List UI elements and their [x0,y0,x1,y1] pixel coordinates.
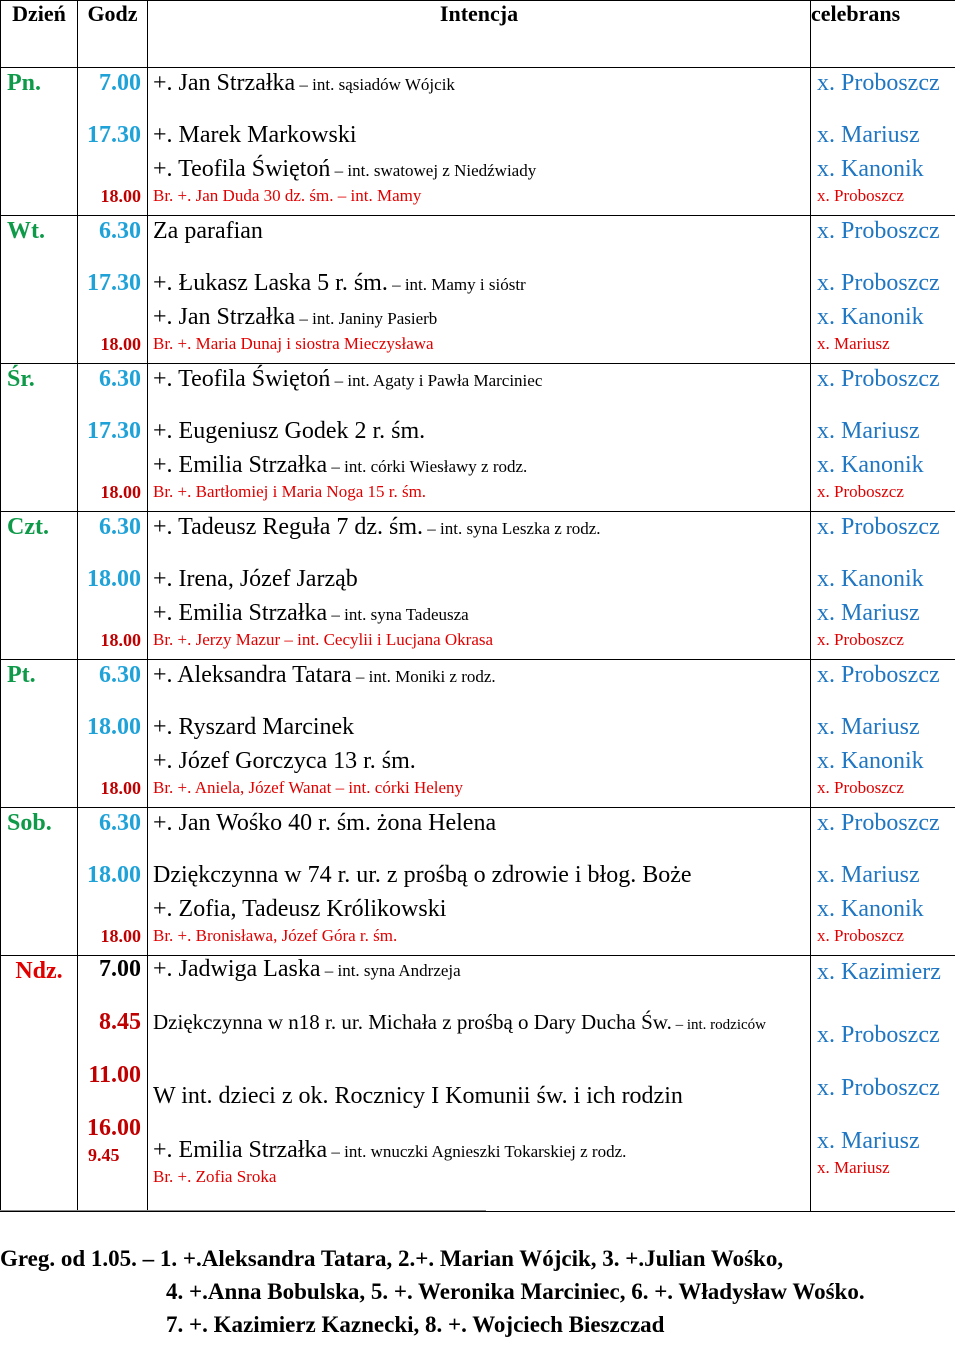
celebrant-name: x. Proboszcz [817,366,940,392]
mass-time [78,304,147,334]
day-label: Wt. [7,218,45,244]
celebrant-name: x. Kanonik [817,566,924,592]
intention-line: +. Marek Markowski [153,122,357,148]
intention-line: Za parafian [153,218,263,244]
intention-line: Br. +. Bronisława, Józef Góra r. śm. [153,926,398,945]
mass-time [78,896,147,926]
intention-line: +. Emilia Strzałka – int. syna Tadeusza [153,600,469,626]
mass-time: 18.00 [87,566,141,592]
mass-time: 6.30 [99,810,141,836]
day-cell [1,68,78,216]
day-label: Czt. [7,514,49,540]
day-cell [1,808,78,956]
mass-time: 18.00 [100,186,141,206]
intention-line: Br. +. Maria Dunaj i siostra Mieczysława [153,334,434,353]
celebrant-name: x. Proboszcz [817,778,904,797]
mass-time [78,600,147,630]
mass-time: 6.30 [99,662,141,688]
mass-time: 6.30 [99,514,141,540]
celebrant-name: x. Proboszcz [817,218,940,244]
celebrant-name: x. Proboszcz [817,70,940,96]
mass-time [78,452,147,482]
time-cell [78,364,148,512]
header-row [1,1,955,68]
day-row [1,68,955,216]
mass-time: 17.30 [87,418,141,444]
divider [0,1210,486,1211]
celebrant-cell [811,808,955,956]
day-cell [1,364,78,512]
celebrant-cell [811,68,955,216]
mass-time: 18.00 [100,926,141,946]
time-cell [78,68,148,216]
celebrant-name: x. Proboszcz [817,1022,940,1048]
celebrant-name: x. Mariusz [817,122,920,148]
mass-time: 6.30 [99,366,141,392]
celebrant-name: x. Kanonik [817,896,924,922]
celebrant-name: x. Proboszcz [817,186,904,205]
celebrant-name: x. Kazimierz [817,959,941,985]
celebrant-name: x. Kanonik [817,452,924,478]
time-cell [78,216,148,364]
celebrant-cell [811,660,955,808]
mass-time [78,748,147,778]
mass-time: 18.00 [87,862,141,888]
mass-time: 16.00 [87,1115,141,1141]
day-row [1,512,955,660]
day-cell [1,956,78,1212]
time-cell [78,808,148,956]
day-row-sunday [1,956,955,1212]
intention-cell [148,512,811,660]
day-label: Ndz. [15,958,63,984]
intention-line: +. Jan Wośko 40 r. śm. żona Helena [153,810,497,836]
intention-line: +. Łukasz Laska 5 r. śm. – int. Mamy i sióstr [153,270,526,296]
day-row [1,660,955,808]
celebrant-name: x. Mariusz [817,418,920,444]
time-cell [78,512,148,660]
mass-time: 6.30 [99,218,141,244]
celebrant-name: x. Proboszcz [817,926,904,945]
intention-line: +. Teofila Świętoń – int. Agaty i Pawła Marciniec [153,366,543,392]
day-row [1,364,955,512]
header-celebrant: celebrans [811,1,955,68]
intention-line: Dziękczynna w 74 r. ur. z prośbą o zdrowie i błog. Boże [153,862,692,888]
mass-time: 11.00 [88,1062,141,1088]
celebrant-name: x. Mariusz [817,1158,890,1177]
gregorian-masses [0,1242,955,1341]
day-cell [1,660,78,808]
day-cell [1,512,78,660]
intention-line: Br. +. Jan Duda 30 dz. śm. – int. Mamy [153,186,422,205]
header-intention: Intencja [148,1,811,68]
celebrant-name: x. Proboszcz [817,1075,940,1101]
intention-line: +. Jan Strzałka – int. sąsiadów Wójcik [153,70,455,96]
mass-time: 17.30 [87,122,141,148]
gregorian-line: Greg. od 1.05. – 1. +.Aleksandra Tatara, 2.+. Marian Wójcik, 3. +.Julian Wośko, [0,1246,784,1271]
mass-time: 18.00 [100,630,141,650]
intention-cell [148,808,811,956]
intention-line: +. Jadwiga Laska – int. syna Andrzeja [153,956,461,982]
intention-line: Br. +. Bartłomiej i Maria Noga 15 r. śm. [153,482,427,501]
celebrant-name: x. Kanonik [817,156,924,182]
mass-time [78,156,147,186]
day-row [1,216,955,364]
mass-time: 18.00 [87,714,141,740]
mass-time: 18.00 [100,482,141,502]
celebrant-name: x. Kanonik [817,304,924,330]
intention-line: +. Zofia, Tadeusz Królikowski [153,896,447,922]
intention-line: +. Teofila Świętoń – int. swatowej z Niedźwiady [153,156,537,182]
intention-line: Br. +. Zofia Sroka [153,1167,277,1186]
gregorian-line: 7. +. Kazimierz Kaznecki, 8. +. Wojciech Bieszczad [166,1312,665,1337]
celebrant-name: x. Mariusz [817,714,920,740]
celebrant-name: x. Mariusz [817,334,890,353]
gregorian-line: 4. +.Anna Bobulska, 5. +. Weronika Marciniec, 6. +. Władysław Wośko. [166,1279,865,1304]
intention-cell [148,956,811,1212]
mass-time: 18.00 [100,778,141,798]
mass-time: 18.00 [100,334,141,354]
mass-time: 17.30 [87,270,141,296]
celebrant-cell [811,364,955,512]
intention-line: W int. dzieci z ok. Rocznicy I Komunii św. i ich rodzin [153,1083,683,1109]
day-label: Śr. [7,366,35,392]
day-label: Sob. [7,810,52,836]
intention-cell [148,364,811,512]
intention-line: +. Tadeusz Reguła 7 dz. śm. – int. syna Leszka z rodz. [153,514,601,540]
intention-line: +. Irena, Józef Jarząb [153,566,358,592]
mass-time: 9.45 [88,1145,120,1165]
intention-cell [148,660,811,808]
intention-line: +. Aleksandra Tatara – int. Moniki z rodz. [153,662,496,688]
intention-line: +. Jan Strzałka – int. Janiny Pasierb [153,304,438,330]
header-time: Godz [78,1,148,68]
celebrant-name: x. Proboszcz [817,630,904,649]
intention-line: Dziękczynna w n18 r. ur. Michała z prośbą o Dary Ducha Św. – int. rodziców [153,1010,766,1034]
day-row [1,808,955,956]
intention-line: +. Józef Gorczyca 13 r. śm. [153,748,416,774]
mass-time: 7.00 [99,70,141,96]
intention-line: Br. +. Jerzy Mazur – int. Cecylii i Lucjana Okrasa [153,630,494,649]
celebrant-name: x. Mariusz [817,1128,920,1154]
intention-line: Br. +. Aniela, Józef Wanat – int. córki Heleny [153,778,464,797]
intention-cell [148,68,811,216]
intention-line: +. Eugeniusz Godek 2 r. śm. [153,418,426,444]
celebrant-name: x. Kanonik [817,748,924,774]
day-cell [1,216,78,364]
celebrant-name: x. Mariusz [817,600,920,626]
mass-time: 8.45 [99,1009,141,1035]
celebrant-name: x. Proboszcz [817,662,940,688]
time-cell [78,956,148,1212]
day-label: Pn. [7,70,42,96]
intention-cell [148,216,811,364]
celebrant-cell [811,956,955,1212]
celebrant-name: x. Mariusz [817,862,920,888]
intention-line: +. Ryszard Marcinek [153,714,355,740]
celebrant-name: x. Proboszcz [817,270,940,296]
intention-line: +. Emilia Strzałka – int. wnuczki Agnieszki Tokarskiej z rodz. [153,1137,627,1163]
mass-time: 7.00 [99,956,141,982]
celebrant-name: x. Proboszcz [817,514,940,540]
celebrant-name: x. Proboszcz [817,482,904,501]
celebrant-cell [811,512,955,660]
celebrant-cell [811,216,955,364]
time-cell [78,660,148,808]
celebrant-name: x. Proboszcz [817,810,940,836]
day-label: Pt. [7,662,36,688]
header-day: Dzień [1,1,78,68]
intention-line: +. Emilia Strzałka – int. córki Wiesławy z rodz. [153,452,528,478]
